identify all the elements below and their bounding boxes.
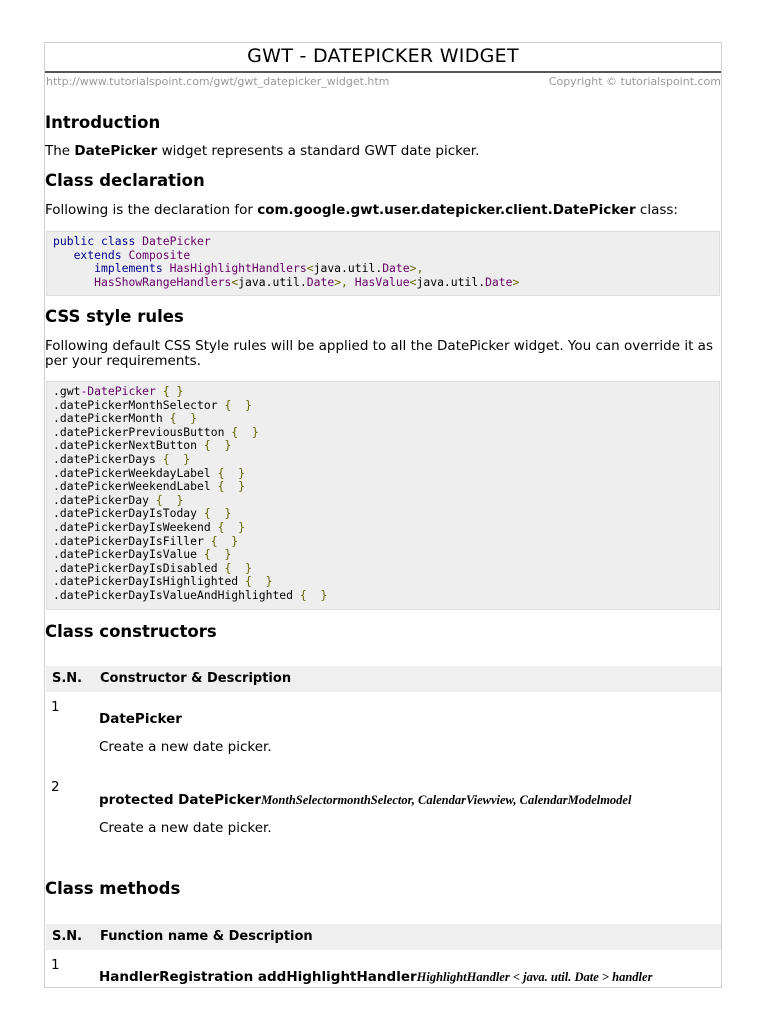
code-kw-extends: extends <box>73 247 122 262</box>
css-rule-first: .gwt-DatePicker { } <box>53 384 184 398</box>
css-rule: .datePickerPreviousButton { } <box>53 424 259 439</box>
constructor-signature <box>99 792 631 808</box>
declaration-text-pre: Following is the declaration for <box>45 202 258 218</box>
css-rule-selector: .datePickerDays <box>53 451 156 466</box>
code-type-hashighlight: HasHighlightHandlers <box>169 261 307 276</box>
methods-heading: Class methods <box>45 879 181 898</box>
css-heading: CSS style rules <box>45 307 184 326</box>
css-rule: .datePickerDayIsValue { } <box>53 547 232 562</box>
methods-table-header <box>46 924 722 950</box>
code-type-composite: Composite <box>128 247 191 262</box>
css-rule-selector: .datePickerDay <box>53 492 150 507</box>
css-rule-list <box>53 398 327 602</box>
method-signature <box>99 969 652 985</box>
css-rule: .datePickerDayIsValueAndHighlighted { } <box>53 587 328 602</box>
intro-text <box>45 144 722 159</box>
css-rule: .datePickerWeekdayLabel { } <box>53 465 246 480</box>
constructors-col-desc: Constructor & Description <box>100 671 292 686</box>
css-rule: .datePickerNextButton { } <box>53 438 232 453</box>
method-signature-args: HighlightHandler < java. util. Date > handler <box>416 970 653 984</box>
css-rule-first-pre: .gwt <box>53 384 81 398</box>
code-java-util-1: java.util. <box>313 261 383 276</box>
css-rule-selector: .datePickerWeekendLabel <box>53 479 211 494</box>
css-rule: .datePickerDayIsDisabled { } <box>53 560 252 575</box>
code-type-date-3: Date <box>485 274 513 289</box>
method-sn: 1 <box>51 957 60 973</box>
code-kw-public: public <box>53 234 95 248</box>
css-rule-selector: .datePickerWeekdayLabel <box>53 465 211 480</box>
css-rule: .datePickerWeekendLabel { } <box>53 479 246 494</box>
css-rule-selector: .datePickerDayIsWeekend <box>53 519 211 534</box>
copyright-notice: Copyright © tutorialspoint.com <box>548 75 721 88</box>
code-java-util-2: java.util. <box>238 274 307 289</box>
css-rule-first-type: -DatePicker <box>80 384 156 398</box>
css-rule-selector: .datePickerDayIsFiller <box>53 533 204 548</box>
code-type-date-1: Date <box>382 261 410 276</box>
css-rule: .datePickerDays { } <box>53 451 191 466</box>
code-class-name: DatePicker <box>142 234 211 248</box>
css-rule: .datePickerDayIsFiller { } <box>53 533 239 548</box>
constructors-table-header <box>46 666 722 692</box>
css-code-block <box>46 381 720 610</box>
methods-col-sn: S.N. <box>52 929 83 944</box>
declaration-heading: Class declaration <box>45 171 205 190</box>
constructor-sn: 2 <box>51 779 60 795</box>
constructor-signature: DatePicker <box>99 711 182 727</box>
constructor-description: Create a new date picker. <box>99 820 272 836</box>
declaration-code-block: public class DatePicker extends Composite implements HasHighlightHandlers<java.util.Date>, HasShowRangeHandlers<java.util.Date>, HasValue<java.util.Date> <box>46 231 720 296</box>
css-rule: .datePickerDayIsToday { } <box>53 506 232 521</box>
method-signature-name: HandlerRegistration addHighlightHandler <box>99 969 417 985</box>
code-kw-implements: implements <box>94 261 163 276</box>
code-type-hasshowrange: HasShowRangeHandlers <box>94 274 232 289</box>
constructor-description: Create a new date picker. <box>99 739 272 755</box>
css-text: Following default CSS Style rules will be applied to all the DatePicker widget. You can override it as per your requirements. <box>45 338 713 369</box>
css-rule-selector: .datePickerNextButton <box>53 438 198 453</box>
constructor-sn: 1 <box>51 699 60 715</box>
intro-text-pre: The <box>45 143 75 159</box>
page-title: GWT - DATEPICKER WIDGET <box>45 43 721 73</box>
declaration-text-bold: com.google.gwt.user.datepicker.client.DatePicker <box>257 202 636 218</box>
intro-text-bold: DatePicker <box>74 143 158 159</box>
css-rule: .datePickerDayIsWeekend { } <box>53 519 246 534</box>
css-rule-selector: .datePickerDayIsHighlighted <box>53 574 239 589</box>
code-java-util-3: java.util. <box>416 274 486 289</box>
intro-text-post: widget represents a standard GWT date picker. <box>157 143 480 159</box>
css-rule-selector: .datePickerDayIsValue <box>53 547 198 562</box>
css-rule: .datePickerMonth { } <box>53 411 198 426</box>
css-rule: .datePickerMonthSelector { } <box>53 397 252 412</box>
code-kw-class: class <box>101 234 136 248</box>
intro-heading: Introduction <box>45 113 161 132</box>
css-rule-selector: .datePickerDayIsToday <box>53 506 198 521</box>
constructor-signature-name: protected DatePicker <box>99 792 262 808</box>
declaration-text <box>45 203 722 218</box>
document-page <box>44 42 722 988</box>
css-rule: .datePickerDay { } <box>53 492 184 507</box>
css-rule-selector: .datePickerMonth <box>53 411 163 426</box>
css-rule-selector: .datePickerPreviousButton <box>53 424 225 439</box>
css-rule: .datePickerDayIsHighlighted { } <box>53 574 273 589</box>
css-rule-selector: .datePickerDayIsDisabled <box>53 560 218 575</box>
declaration-text-post: class: <box>635 202 678 218</box>
source-url[interactable]: http://www.tutorialspoint.com/gwt/gwt_datepicker_widget.htm <box>46 75 390 88</box>
constructor-signature-args: MonthSelectormonthSelector, CalendarViewview, CalendarModelmodel <box>261 793 632 807</box>
constructors-heading: Class constructors <box>45 622 217 641</box>
methods-col-desc: Function name & Description <box>100 929 313 944</box>
code-type-hasvalue: HasValue <box>354 274 410 289</box>
css-rule-selector: .datePickerDayIsValueAndHighlighted <box>53 587 294 602</box>
code-type-date-2: Date <box>306 274 335 289</box>
constructors-col-sn: S.N. <box>52 671 83 686</box>
css-rule-selector: .datePickerMonthSelector <box>53 397 218 412</box>
